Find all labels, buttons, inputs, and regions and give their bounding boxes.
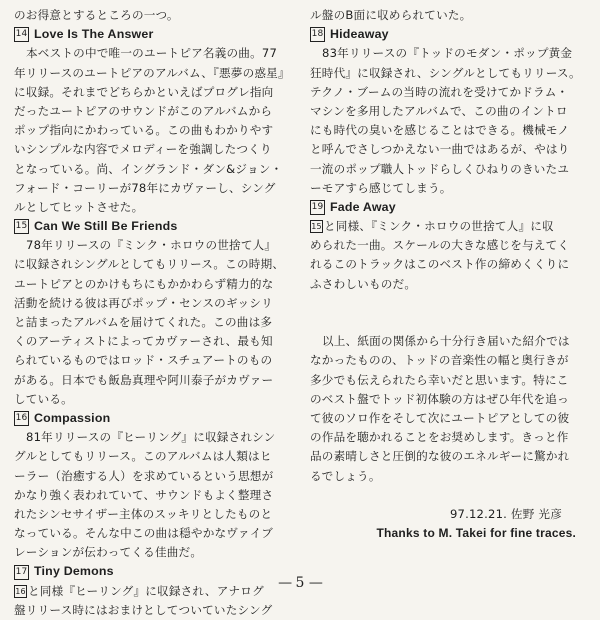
body-line: 78年リリースの『ミンク・ホロウの世捨て人』 xyxy=(26,238,277,253)
body-line: 品の素晴しさと圧倒的な彼のエネルギーに驚かれ xyxy=(310,449,570,464)
body-line: している。 xyxy=(14,391,73,406)
track-number-box: 16 xyxy=(14,411,29,426)
body-line: ポップ指向にかわっている。この曲もわかりやす xyxy=(14,123,274,138)
body-line: ルとしてヒットさせた。 xyxy=(14,199,144,214)
track-title: Compassion xyxy=(34,410,111,425)
body-line: と呼んでさしつかえない一曲ではあるが、やはり xyxy=(310,142,570,157)
body-line: グルとしてもリリース。このアルバムは人類はヒ xyxy=(14,449,272,464)
body-line: 一流のポップ職人トッドらしくひねりのきいたユ xyxy=(310,161,570,176)
paragraph-spacer xyxy=(310,486,592,505)
body-line xyxy=(310,217,592,236)
body-text: と同様『ヒーリング』に収録され、アナログ xyxy=(28,583,264,598)
body-line: と詰まったアルバムを届けてくれた。この曲は多 xyxy=(14,315,273,329)
body-line: 狂時代』に収録され、シングルとしてもリリース。 xyxy=(310,65,581,80)
body-line: ーラー（治癒する人）を求めているという思想が xyxy=(14,468,274,483)
body-line: かなり強く表われていて、サウンドもよく整理さ xyxy=(14,487,274,502)
track-reference-number: 15 xyxy=(311,222,322,232)
body-line: にも時代の臭いを感じることはできる。機械モノ xyxy=(310,123,570,138)
track-heading xyxy=(310,198,592,217)
body-line: 本ベストの中で唯一のユートピア名義の曲。77 xyxy=(26,46,278,61)
intro-line: のお得意とするところの一つ。 xyxy=(14,8,179,22)
body-line: のベスト盤でトッド初体験の方はぜひ年代を追っ xyxy=(310,391,569,406)
page-number-footer xyxy=(0,575,600,591)
body-line: 以上、紙面の関係から十分行き届いた紹介では xyxy=(322,334,570,349)
body-line: るでしょう。 xyxy=(310,468,381,483)
track-section-19 xyxy=(310,198,592,294)
track-number-box: 17 xyxy=(14,565,29,580)
body-line: いシンプルな内容でメロディーを強調したつくり xyxy=(14,142,272,157)
author-signature: 97.12.21. 佐野 光彦 xyxy=(449,506,562,521)
body-line: なかったものの、トッドの音楽性の幅と奥行きが xyxy=(310,353,569,368)
track-reference-number: 16 xyxy=(15,586,26,596)
body-line: 活動を続ける彼は再びポップ・センスのギッシリ xyxy=(14,295,273,310)
left-column xyxy=(14,6,300,620)
track-number-box: 14 xyxy=(14,27,29,42)
body-line: マシンを多用したアルバムで、この曲のイントロ xyxy=(310,103,568,118)
body-line: められた一曲。スケールの大きな感じを与えてく xyxy=(310,238,570,253)
body-line: 多少でも伝えられたら幸いだと思います。特にこ xyxy=(310,372,569,387)
track-title: Fade Away xyxy=(330,199,396,214)
body-line: て彼のソロ作をそして次にユートピアとしての彼 xyxy=(310,410,570,425)
body-line: に収録。それまでどちらかといえばプログレ指向 xyxy=(14,84,274,99)
right-column xyxy=(310,6,592,543)
body-line: となっている。尚、イングランド・ダン&ジョン・ xyxy=(14,161,283,176)
body-line: 83年リリースの『トッドのモダン・ポップ黄金 xyxy=(322,46,573,61)
intro-line: ル盤のB面に収められていた。 xyxy=(310,8,472,22)
track-section-15 xyxy=(14,217,300,409)
track-title: Can We Still Be Friends xyxy=(34,219,178,234)
body-line: 81年リリースの『ヒーリング』に収録されシン xyxy=(26,430,276,445)
paragraph-spacer xyxy=(310,294,592,313)
body-line: がある。日本でも飯島真理や阿川泰子がカヴァー xyxy=(14,372,274,387)
body-line: くのアーティストによってカヴァーされ、最も知 xyxy=(14,334,273,349)
thanks-credit: Thanks to M. Takei for fine traces. xyxy=(376,526,576,541)
track-heading xyxy=(14,25,300,44)
track-section-14 xyxy=(14,25,300,217)
track-section-18 xyxy=(310,25,592,198)
body-line: 盤リリース時にはおまけとしてついていたシング xyxy=(14,602,273,617)
paragraph-spacer xyxy=(310,313,592,332)
body-line: フォード・コーリーが78年にカヴァーし、シング xyxy=(14,180,276,195)
track-number-box: 15 xyxy=(14,219,29,234)
track-heading xyxy=(14,409,300,428)
body-line: レーションが伝わってくる佳曲だ。 xyxy=(14,545,203,560)
body-line: 年リリースのユートピアのアルバム、『悪夢の惑星』 xyxy=(14,65,290,80)
body-line: ユートピアとのかけもちにもかかわらず精力的な xyxy=(14,276,274,291)
body-line: に収録されシングルとしてもリリース。この時期、 xyxy=(14,257,285,272)
track-title: Hideaway xyxy=(330,27,389,42)
folio-dash-right: — xyxy=(308,575,322,591)
track-number-box: 19 xyxy=(310,200,325,215)
body-line: れたシンセサイザー主体のスッキリとしたものと xyxy=(14,506,273,521)
folio-dash-left: — xyxy=(278,575,292,591)
track-heading xyxy=(310,25,592,44)
body-line: られているものではロッド・スチュアートのもの xyxy=(14,353,273,368)
body-line: ーモアすら感じてしまう。 xyxy=(310,180,452,195)
body-line: だったユートピアのサウンドがこのアルバムから xyxy=(14,103,273,118)
track-title: Tiny Demons xyxy=(34,564,114,579)
body-line: の作品を聴かれることをお奨めします。きっと作 xyxy=(310,430,569,445)
body-line: なっている。そんな中この曲は穏やかなヴァイブ xyxy=(14,526,274,541)
body-text: と同様、『ミンク・ホロウの世捨て人』に収 xyxy=(324,219,554,234)
track-section-16 xyxy=(14,409,300,563)
body-line: テクノ・ブームの当時の流れを受けてかドラム・ xyxy=(310,84,569,99)
body-line: ふさわしいものだ。 xyxy=(310,276,417,291)
page-number: 5 xyxy=(295,575,305,591)
track-number-box: 18 xyxy=(310,27,325,42)
body-line: れるこのトラックはこのベスト作の締めくくりに xyxy=(310,257,570,272)
track-heading xyxy=(14,217,300,236)
track-title: Love Is The Answer xyxy=(34,27,154,42)
track-section-17 xyxy=(14,562,300,620)
closing-paragraph xyxy=(310,332,592,486)
